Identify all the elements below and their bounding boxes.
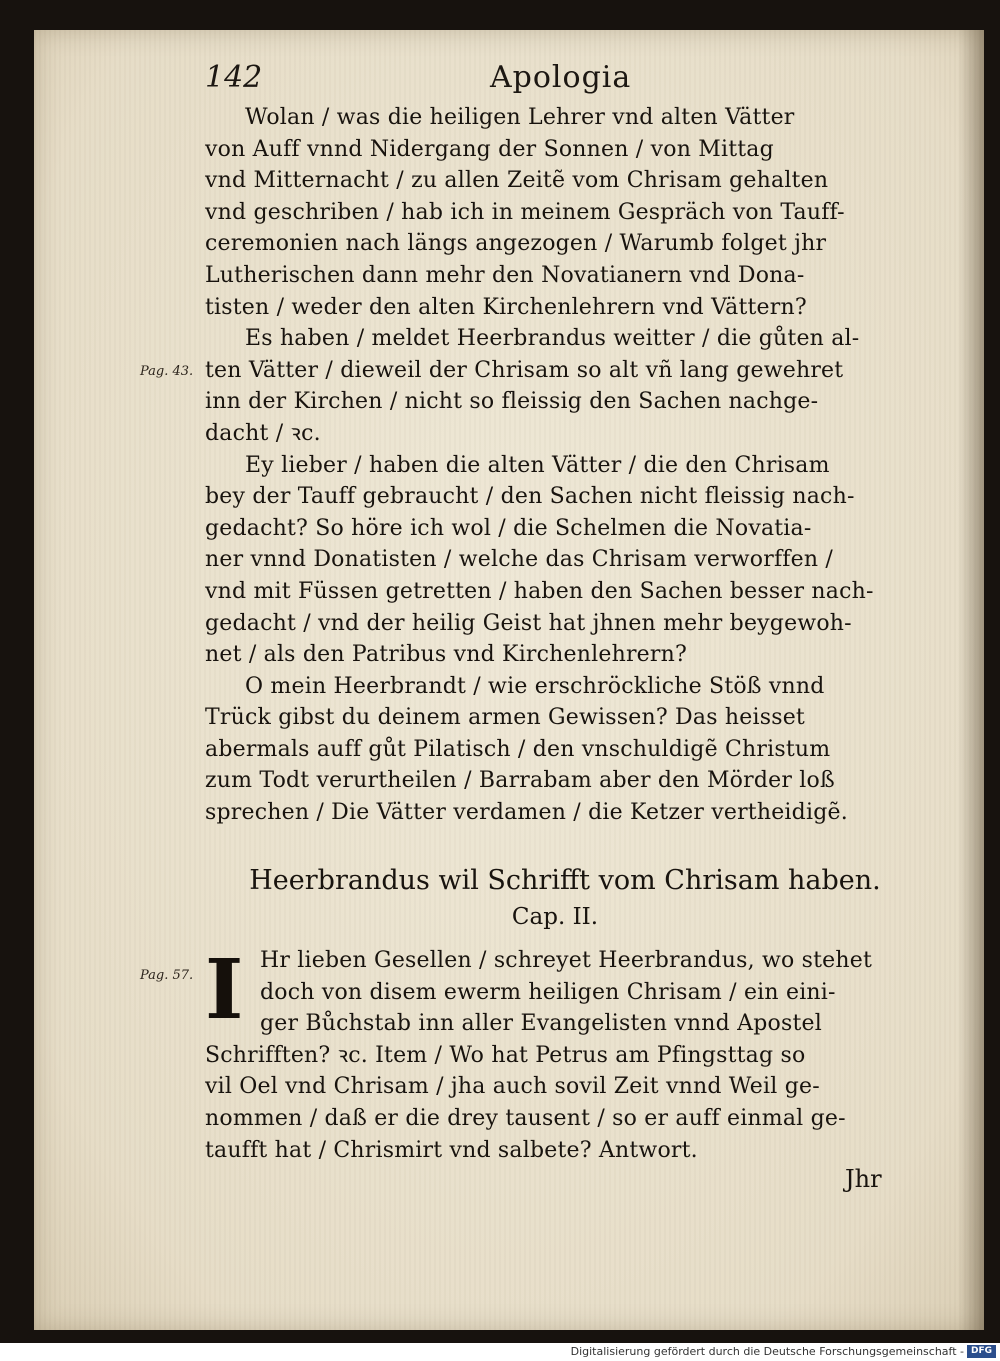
text-line: net / als den Patribus vnd Kirchenlehrern?	[205, 642, 687, 668]
text-line: nommen / daß er die drey tausent / so er auff einmal ge-	[205, 1105, 846, 1131]
drop-cap: I	[205, 942, 244, 1038]
page-header	[205, 60, 905, 100]
text-line: ten Vätter / dieweil der Chrisam so alt vñ lang gewehret	[205, 357, 844, 383]
margin-note: Pag. 43.	[140, 364, 194, 379]
text-line: vnd mit Füssen getretten / haben den Sachen besser nach-	[205, 578, 874, 604]
text-line: O mein Heerbrandt / wie erschröckliche Stöß vnnd	[245, 673, 825, 699]
page-number: 142	[205, 60, 263, 95]
dfg-logo-icon[interactable]: DFG	[967, 1345, 996, 1358]
text-line: inn der Kirchen / nicht so fleissig den Sachen nachge-	[205, 389, 819, 415]
text-line: vnd Mitternacht / zu allen Zeitẽ vom Chrisam gehalten	[205, 168, 829, 194]
text-line: tisten / weder den alten Kirchenlehrern vnd Vättern?	[205, 294, 807, 320]
margin-note: Pag. 57.	[140, 968, 194, 983]
running-title: Apologia	[490, 60, 632, 95]
text-line: Trück gibst du deinem armen Gewissen? Das heisset	[205, 705, 805, 731]
body-text	[205, 102, 905, 829]
text-line: bey der Tauff gebraucht / den Sachen nicht fleissig nach-	[205, 484, 855, 510]
text-line: gedacht? So höre ich wol / die Schelmen die Novatia-	[205, 515, 812, 541]
text-line: gedacht / vnd der heilig Geist hat jhnen mehr beygewoh-	[205, 610, 852, 636]
text-line: vnd geschriben / hab ich in meinem Gespräch von Tauff-	[205, 199, 845, 225]
text-line: doch von disem ewerm heiligen Chrisam / ein eini-	[260, 979, 836, 1005]
catchword: Jhr	[845, 1165, 882, 1193]
text-line: Lutherischen dann mehr den Novatianern vnd Dona-	[205, 262, 805, 288]
text-line: Schrifften? ꝛc. Item / Wo hat Petrus am Pfingsttag so	[205, 1042, 806, 1068]
text-line: taufft hat / Chrismirt vnd salbete? Antwort.	[205, 1137, 698, 1163]
text-line: sprechen / Die Vätter verdamen / die Ketzer vertheidigẽ.	[205, 800, 848, 826]
page-gutter-shadow	[958, 30, 984, 1330]
chapter-label: Cap. II.	[511, 904, 599, 930]
text-line: ner vnnd Donatisten / welche das Chrisam verworffen /	[205, 547, 834, 573]
text-line: Hr lieben Gesellen / schreyet Heerbrandus, wo stehet	[260, 948, 873, 973]
text-line: ger Bůchstab inn aller Evangelisten vnnd Apostel	[260, 1011, 822, 1037]
chapter-text	[205, 942, 905, 1166]
text-line: ceremonien nach längs angezogen / Warumb folget jhr	[205, 231, 827, 257]
text-line: abermals auff gůt Pilatisch / den vnschuldigẽ Christum	[205, 736, 831, 762]
text-line: Es haben / meldet Heerbrandus weitter / die gůten al-	[245, 326, 860, 352]
text-line: vil Oel vnd Chrisam / jha auch sovil Zeit vnnd Weil ge-	[205, 1074, 820, 1100]
footer-credit: Digitalisierung gefördert durch die Deutsche Forschungsgemeinschaft -	[570, 1345, 964, 1358]
text-line: zum Todt verurtheilen / Barrabam aber den Mörder loß	[205, 768, 835, 794]
text-line: Wolan / was die heiligen Lehrer vnd alten Vätter	[245, 105, 795, 130]
text-line: dacht / ꝛc.	[205, 420, 321, 446]
text-line: von Auff vnnd Nidergang der Sonnen / von Mittag	[205, 136, 774, 162]
section-heading: Heerbrandus wil Schrifft vom Chrisam haben.	[249, 865, 881, 896]
text-line: Ey lieber / haben die alten Vätter / die den Chrisam	[245, 452, 830, 478]
